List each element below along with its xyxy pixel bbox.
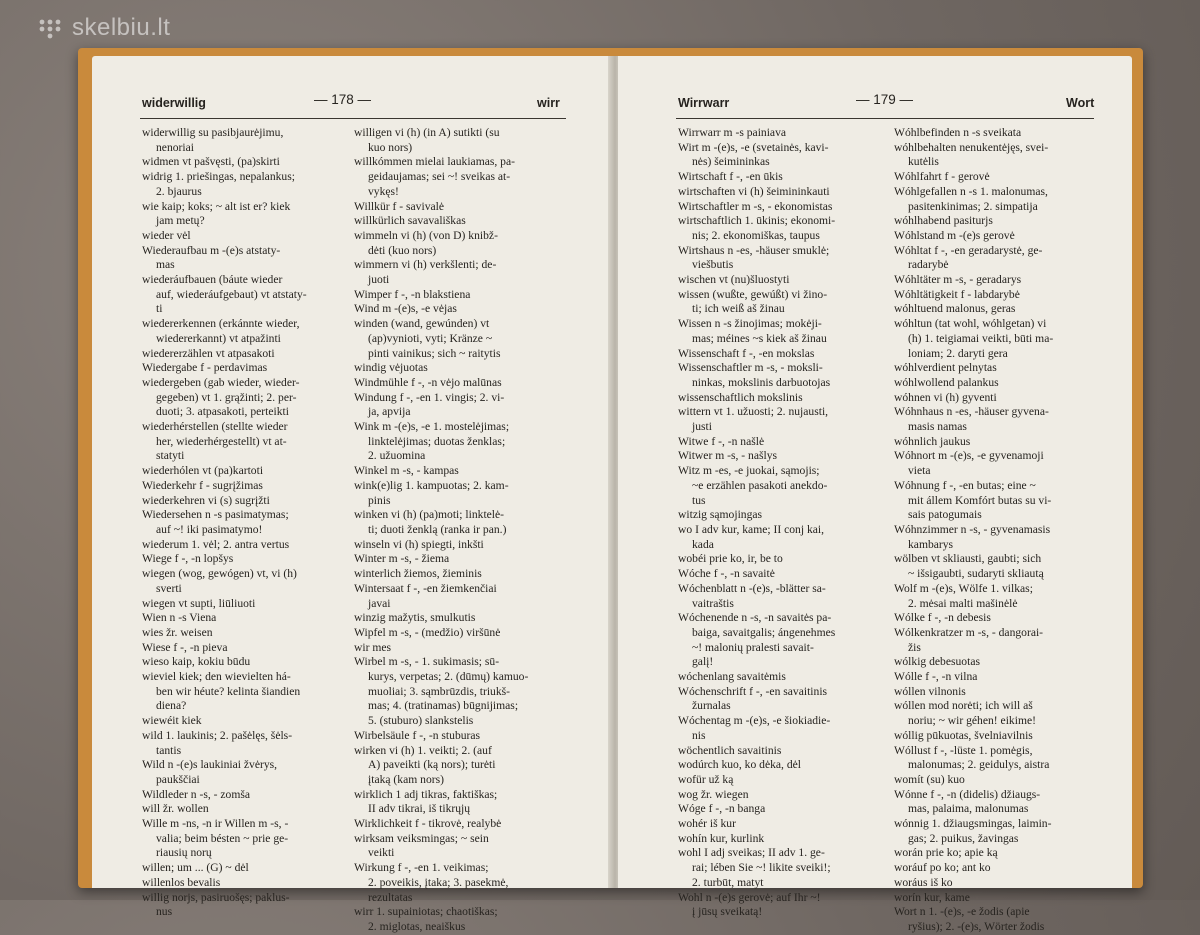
dictionary-entry: Witwe f -, -n našlė — [678, 434, 765, 448]
dictionary-entry: winken vi (h) (pa)moti; linktelė- — [354, 508, 505, 522]
left-page-number: — 178 — — [314, 92, 372, 107]
entry-continuation-line: 5. (stuburo) slankstelis — [368, 714, 474, 728]
dictionary-entry: willkómmen mielai laukiamas, pa- — [354, 155, 515, 169]
dictionary-entry: Wirt m -(e)s, -e (svetainės, kavi- — [678, 140, 829, 154]
dictionary-entry: Wóhnort m -(e)s, -e gyvenamoji — [894, 449, 1044, 463]
dictionary-entry: woráus iš ko — [894, 875, 953, 889]
dictionary-entry: wieso kaip, kokiu būdu — [142, 655, 251, 669]
entry-continuation-line: ben wir héute? kelinta šiandien — [156, 684, 301, 698]
left-page-header-word: widerwillig — [142, 96, 206, 110]
dictionary-entry: wöchentlich savaitinis — [678, 743, 782, 757]
entry-continuation-line: dėti (kuo nors) — [368, 243, 437, 257]
entry-continuation-line: į jūsų sveikatą! — [692, 905, 763, 919]
entry-continuation-line: įtaką (kam nors) — [368, 772, 444, 786]
entry-continuation-line: gegeben) vt 1. grąžinti; 2. per- — [156, 390, 297, 404]
dictionary-entry: Wóhlfahrt f - gerovė — [894, 170, 990, 184]
entry-continuation-line: rezultatas — [368, 890, 413, 904]
entry-continuation-line: muoliai; 3. sąmbrūzdis, triukš- — [368, 684, 511, 698]
entry-continuation-line: nis — [692, 728, 706, 742]
dictionary-entry: willen; um ... (G) ~ dėl — [142, 861, 249, 875]
entry-continuation-line: diena? — [156, 699, 187, 713]
entry-continuation-line: ti; duoti ženklą (ranka ir pan.) — [368, 522, 507, 536]
dictionary-entry: wólkig debesuotas — [894, 655, 980, 669]
dictionary-entry: Wólke f -, -n debesis — [894, 611, 991, 625]
entry-continuation-line: ti — [156, 302, 163, 316]
entry-continuation-line: ti; ich weiß aš žinau — [692, 302, 785, 316]
dictionary-entry: wo I adv kur, kame; II conj kai, — [678, 522, 825, 536]
dictionary-entry: wobéi prie ko, ir, be to — [678, 552, 783, 566]
dictionary-entry: Wóchenende n -s, -n savaitės pa- — [678, 611, 832, 625]
dictionary-entry: Wirtschaftler m -s, - ekonomistas — [678, 199, 833, 213]
dictionary-entry: Witz m -es, -e juokai, sąmojis; — [678, 464, 820, 478]
entry-continuation-line: mas, palaima, malonumas — [908, 802, 1029, 816]
entry-continuation-line: justi — [692, 420, 712, 434]
entry-continuation-line: vykęs! — [368, 184, 399, 198]
dictionary-entry: wirr 1. supainiotas; chaotiškas; — [354, 905, 498, 919]
entry-continuation-line: 2. mėsai malti mašinėlė — [908, 596, 1018, 610]
dictionary-entry: Wille m -ns, -n ir Willen m -s, - — [142, 817, 289, 831]
dictionary-entry: Wirbelsäule f -, -n stuburas — [354, 728, 481, 742]
dictionary-entry: wodúrch kuo, ko dėka, dėl — [678, 758, 801, 772]
dictionary-entry: Wóchenschrift f -, -en savaitinis — [678, 684, 828, 698]
dictionary-entry: windig vėjuotas — [354, 361, 428, 375]
entry-continuation-line: nenoriai — [156, 140, 194, 154]
dictionary-entry: wiedererzählen vt atpasakoti — [142, 346, 275, 360]
entry-continuation-line: mas; 4. (tratinamas) būgnijimas; — [368, 699, 519, 713]
entry-continuation-line: 2. bjaurus — [156, 184, 202, 198]
entry-continuation-line: II adv tikrai, iš tikrųjų — [368, 802, 471, 816]
dictionary-entry: Wirbel m -s, - 1. sukimasis; sū- — [354, 655, 500, 669]
dictionary-entry: wóllig pūkuotas, švelniavilnis — [894, 728, 1033, 742]
entry-continuation-line: duoti; 3. atpasakoti, perteikti — [156, 405, 289, 419]
entry-continuation-line: gas; 2. puikus, žavingas — [908, 831, 1019, 845]
entry-continuation-line: vaitraštis — [692, 596, 734, 610]
entry-continuation-line: radarybė — [908, 258, 949, 272]
entry-continuation-line: A) paveikti (ką nors); turėti — [368, 758, 496, 772]
dictionary-entry: widrig 1. priešingas, nepalankus; — [142, 170, 295, 184]
entry-continuation-line: masis namas — [908, 420, 967, 434]
entry-continuation-line: kutėlis — [908, 155, 939, 169]
dictionary-entry: wóhnlich jaukus — [894, 434, 971, 448]
dictionary-entry: Wipfel m -s, - (medžio) viršūnė — [354, 625, 501, 639]
dictionary-entry: winzig mažytis, smulkutis — [354, 611, 476, 625]
dictionary-entry: wie kaip; koks; ~ alt ist er? kiek — [142, 199, 291, 213]
dictionary-entry: wóhltuend malonus, geras — [894, 302, 1016, 316]
dictionary-entry: Wimper f -, -n blakstiena — [354, 287, 471, 301]
dictionary-entry: winseln vi (h) spiegti, inkšti — [354, 537, 484, 551]
site-watermark — [38, 14, 170, 42]
entry-continuation-line: noriu; ~ wir géhen! eikime! — [908, 714, 1036, 728]
entry-continuation-line: linktelėjimas; duotas ženklas; — [368, 434, 506, 448]
dictionary-entry: Wiedersehen n -s pasimatymas; — [142, 508, 289, 522]
watermark-text: skelbiu.lt — [72, 14, 171, 41]
dictionary-entry: wieviel kiek; den wievielten há- — [142, 670, 291, 684]
dictionary-entry: Wónne f -, -n (didelis) džiaugs- — [894, 787, 1041, 801]
entry-continuation-line: ninkas, mokslinis darbuotojas — [692, 375, 831, 389]
dictionary-entry: Witwer m -s, - našlys — [678, 449, 778, 463]
dictionary-entry: wiedergeben (gab wieder, wieder- — [142, 375, 300, 389]
dictionary-entry: wittern vt 1. užuosti; 2. nujausti, — [678, 405, 829, 419]
entry-continuation-line: valia; beim bésten ~ prie ge- — [156, 831, 289, 845]
right-page-header-last-word: Wort — [1066, 96, 1095, 110]
entry-continuation-line: viešbutis — [692, 258, 734, 272]
open-dictionary-book — [78, 48, 1143, 933]
dictionary-entry: Windmühle f -, -n vėjo malūnas — [354, 375, 502, 389]
dictionary-entry: Wintersaat f -, -en žiemkenčiai — [354, 581, 497, 595]
dictionary-entry: wohl I adj sveikas; II adv 1. ge- — [678, 846, 825, 860]
dictionary-entry: wiegen (wog, gewógen) vt, vi (h) — [142, 567, 297, 581]
dictionary-entry: willenlos bevalis — [142, 875, 221, 889]
dictionary-entry: wóchenlang savaitėmis — [678, 670, 786, 684]
dictionary-entry: Wólkenkratzer m -s, - dangorai- — [894, 625, 1044, 639]
entry-continuation-line: jam metų? — [156, 214, 205, 228]
dictionary-entry: wóhlbehalten nenukentėjęs, svei- — [894, 140, 1049, 154]
dictionary-entry: wóhnen vi (h) gyventi — [894, 390, 997, 404]
dictionary-entry: wohér iš kur — [678, 817, 736, 831]
dictionary-entry: wiedererkennen (erkánnte wieder, — [142, 317, 300, 331]
dictionary-entry: Wirtshaus n -es, -häuser smuklė; — [678, 243, 830, 257]
right-page — [618, 56, 1132, 933]
dictionary-entry: wischen vt (nu)šluostyti — [678, 273, 790, 287]
entry-continuation-line: mas — [156, 258, 175, 272]
left-page-column-2 — [354, 126, 568, 935]
entry-continuation-line: (h) 1. teigiamai veikti, būti ma- — [908, 331, 1054, 345]
entry-continuation-line: juoti — [368, 273, 390, 287]
dictionary-entry: will žr. wollen — [142, 802, 209, 816]
dictionary-entry: Wissen n -s žinojimas; mokėji- — [678, 317, 822, 331]
dictionary-entry: winden (wand, gewúnden) vt — [354, 317, 490, 331]
dictionary-entry: Winkel m -s, - kampas — [354, 464, 459, 478]
dictionary-entry: Wóhlbefinden n -s sveikata — [894, 126, 1022, 139]
entry-continuation-line: geidaujamas; sei ~! sveikas at- — [368, 170, 511, 184]
dictionary-entry: wóhlhabend pasiturjs — [894, 214, 993, 228]
dictionary-entry: Wóllust f -, -lüste 1. pomėgis, — [894, 743, 1033, 757]
dictionary-entry: wiederum 1. vėl; 2. antra vertus — [142, 537, 290, 551]
dictionary-entry: wild 1. laukinis; 2. pašėlęs, šėls- — [142, 728, 293, 742]
dictionary-entry: Wiederkehr f - sugrįžimas — [142, 478, 263, 492]
entry-continuation-line: pinis — [368, 493, 391, 507]
dictionary-entry: wirklich 1 adj tikras, faktiškas; — [354, 787, 498, 801]
dictionary-entry: wir mes — [354, 640, 392, 654]
dictionary-entry: wiederhólen vt (pa)kartoti — [142, 464, 264, 478]
dictionary-entry: Wóge f -, -n banga — [678, 802, 766, 816]
dictionary-entry: Wiedergabe f - perdavimas — [142, 361, 268, 375]
dictionary-entry: widmen vt pašvęsti, (pa)skirti — [142, 155, 280, 169]
dictionary-entry: worán prie ko; apie ką — [894, 846, 998, 860]
dictionary-entry: Winter m -s, - žiema — [354, 552, 450, 566]
dictionary-entry: Wiederaufbau m -(e)s atstaty- — [142, 243, 281, 257]
dictionary-entry: wohín kur, kurlink — [678, 831, 765, 845]
dictionary-entry: wimmeln vi (h) (von D) knibž- — [354, 228, 498, 242]
entry-continuation-line: mit állem Komfórt butas su vi- — [908, 493, 1052, 507]
dictionary-entry: wies žr. weisen — [142, 625, 213, 639]
dictionary-entry: willkürlich savavališkas — [354, 214, 466, 228]
dictionary-entry: Wiese f -, -n pieva — [142, 640, 228, 654]
entry-continuation-line: (ap)vynioti, vyti; Kränze ~ — [368, 331, 493, 345]
entry-continuation-line: her, wiederhérgestellt) vt at- — [156, 434, 287, 448]
dictionary-entry: Wóhltäter m -s, - geradarys — [894, 273, 1022, 287]
entry-continuation-line: galį! — [692, 655, 714, 669]
dictionary-entry: woráuf po ko; ant ko — [894, 861, 991, 875]
entry-continuation-line: žis — [908, 640, 921, 654]
entry-continuation-line: žurnalas — [692, 699, 731, 713]
entry-continuation-line: 2. poveikis, įtaka; 3. pasekmė, — [368, 875, 509, 889]
dictionary-entry: wóllen mod norėti; ich will aš — [894, 699, 1033, 713]
dictionary-entry: wóhltun (tat wohl, wóhlgetan) vi — [894, 317, 1047, 331]
dictionary-entry: Wóhlstand m -(e)s gerovė — [894, 228, 1015, 242]
entry-continuation-line: mas; méines ~s kiek aš žinau — [692, 331, 827, 345]
dictionary-entry: Wildleder n -s, - zomša — [142, 787, 251, 801]
entry-continuation-line: javai — [368, 596, 391, 610]
entry-continuation-line: vieta — [908, 464, 931, 478]
entry-continuation-line: ryšius); 2. -(e)s, Wörter žodis — [908, 919, 1045, 933]
dictionary-entry: Wirklichkeit f - tikrovė, realybė — [354, 817, 502, 831]
dictionary-entry: Wolf m -(e)s, Wölfe 1. vilkas; — [894, 581, 1033, 595]
dictionary-entry: wirksam veiksmingas; ~ sein — [354, 831, 489, 845]
dictionary-entry: widerwillig su pasibjaurėjimu, — [142, 126, 284, 139]
dictionary-entry: Wiege f -, -n lopšys — [142, 552, 234, 566]
right-page-column-2 — [894, 126, 1098, 935]
entry-continuation-line: kambarys — [908, 537, 954, 551]
entry-continuation-line: riausių norų — [156, 846, 212, 860]
entry-continuation-line: sais patogumais — [908, 508, 982, 522]
entry-continuation-line: wiedererkannt) vt atpažinti — [156, 331, 281, 345]
dictionary-entry: Wólle f -, -n vilna — [894, 670, 978, 684]
dictionary-entry: Wild n -(e)s laukiniai žvėrys, — [142, 758, 278, 772]
dictionary-entry: Wóhlgefallen n -s 1. malonumas, — [894, 184, 1048, 198]
entry-continuation-line: nus — [156, 905, 173, 919]
entry-continuation-line: ja, apvija — [368, 405, 411, 419]
dictionary-entry: Wóhnhaus n -es, -häuser gyvena- — [894, 405, 1049, 419]
entry-continuation-line: tus — [692, 493, 706, 507]
dictionary-entry: wóhlwollend palankus — [894, 375, 999, 389]
entry-continuation-line: kada — [692, 537, 714, 551]
entry-continuation-line: baiga, savaitgalis; ángenehmes — [692, 625, 836, 639]
entry-continuation-line: tantis — [156, 743, 182, 757]
dictionary-entry: wofür už ką — [678, 772, 734, 786]
dictionary-entry: Wóhnzimmer n -s, - gyvenamasis — [894, 522, 1051, 536]
dictionary-entry: wissen (wußte, gewúßt) vi žino- — [678, 287, 828, 301]
dictionary-entry: Wóhltat f -, -en geradarystė, ge- — [894, 243, 1043, 257]
dictionary-entry: Wóhltätigkeit f - labdarybė — [894, 287, 1020, 301]
entry-continuation-line: nės) šeimininkas — [692, 155, 770, 169]
dictionary-entry: wiederáufbauen (báute wieder — [142, 273, 283, 287]
dictionary-entry: Wohl n -(e)s gerovė; auf Ihr ~! — [678, 890, 821, 904]
dictionary-entry: winterlich žiemos, žieminis — [354, 567, 482, 581]
dictionary-entry: Wóche f -, -n savaitė — [678, 567, 775, 581]
dictionary-entry: wink(e)lig 1. kampuotas; 2. kam- — [354, 478, 509, 492]
left-page-column-1 — [142, 126, 344, 920]
entry-continuation-line: malonumas; 2. geidulys, aistra — [908, 758, 1050, 772]
right-page-number: — 179 — — [856, 92, 914, 107]
dictionary-entry: Wien n -s Viena — [142, 611, 217, 625]
dictionary-entry: wieder vėl — [142, 228, 191, 242]
entry-continuation-line: loniam; 2. daryti gera — [908, 346, 1008, 360]
right-page-column-1 — [678, 126, 886, 920]
dictionary-entry: womít (su) kuo — [894, 772, 965, 786]
right-header-rule — [676, 118, 1094, 119]
dictionary-entry: worín kur, kame — [894, 890, 970, 904]
dictionary-entry: wiegen vt supti, liūliuoti — [142, 596, 256, 610]
dictionary-entry: wirtschaften vi (h) šeimininkauti — [678, 184, 830, 198]
watermark-dots-icon — [38, 17, 68, 39]
entry-continuation-line: ~ išsigaubti, sudaryti skliautą — [908, 567, 1044, 581]
dictionary-entry: Windung f -, -en 1. vingis; 2. vi- — [354, 390, 505, 404]
dictionary-entry: wimmern vi (h) verkšlenti; de- — [354, 258, 497, 272]
dictionary-entry: Wóchentag m -(e)s, -e šiokiadie- — [678, 714, 831, 728]
dictionary-entry: Wissenschaftler m -s, - moksli- — [678, 361, 823, 375]
dictionary-entry: wölben vt skliausti, gaubti; sich — [894, 552, 1042, 566]
dictionary-entry: Wort n 1. -(e)s, -e žodis (apie — [894, 905, 1030, 919]
dictionary-entry: willig norjs, pasiruošęs; paklus- — [142, 890, 290, 904]
dictionary-entry: wog žr. wiegen — [678, 787, 749, 801]
dictionary-entry: wiederhérstellen (stellte wieder — [142, 420, 288, 434]
dictionary-entry: Wirkung f -, -en 1. veikimas; — [354, 861, 489, 875]
dictionary-entry: wirtschaftlich 1. ūkinis; ekonomi- — [678, 214, 836, 228]
dictionary-entry: Wink m -(e)s, -e 1. mostelėjimas; — [354, 420, 510, 434]
entry-continuation-line: veikti — [368, 846, 395, 860]
left-page-header-last-word: wirr — [537, 96, 560, 110]
entry-continuation-line: 2. turbūt, matyt — [692, 875, 764, 889]
entry-continuation-line: ~! malonių pralesti savait- — [692, 640, 814, 654]
entry-continuation-line: rai; lében Sie ~! likite sveiki!; — [692, 861, 831, 875]
entry-continuation-line: pinti vainikus; sich ~ raitytis — [368, 346, 501, 360]
entry-continuation-line: sverti — [156, 581, 182, 595]
dictionary-entry: wónnig 1. džiaugsmingas, laimin- — [894, 817, 1052, 831]
dictionary-entry: wiederkehren vi (s) sugrįžti — [142, 493, 270, 507]
dictionary-entry: Wissenschaft f -, -en mokslas — [678, 346, 815, 360]
left-header-rule — [140, 118, 566, 119]
entry-continuation-line: 2. užuomina — [368, 449, 426, 463]
dictionary-entry: Wirtschaft f -, -en ūkis — [678, 170, 783, 184]
left-page — [92, 56, 610, 933]
dictionary-entry: wiewéit kiek — [142, 714, 202, 728]
dictionary-entry: Willkür f - savivalė — [354, 199, 444, 213]
entry-continuation-line: kurys, verpetas; 2. (dūmų) kamuo- — [368, 670, 529, 684]
dictionary-entry: witzig sąmojingas — [678, 508, 763, 522]
dictionary-entry: wissenschaftlich mokslinis — [678, 390, 803, 404]
right-page-header-word: Wirrwarr — [678, 96, 730, 110]
dictionary-entry: Wóchenblatt n -(e)s, -blätter sa- — [678, 581, 826, 595]
entry-continuation-line: statyti — [156, 449, 185, 463]
dictionary-entry: wóhlverdient pelnytas — [894, 361, 997, 375]
dictionary-entry: Wóhnung f -, -en butas; eine ~ — [894, 478, 1036, 492]
dictionary-entry: Wind m -(e)s, -e vėjas — [354, 302, 457, 316]
entry-continuation-line: auf, wiederáufgebaut) vt atstaty- — [156, 287, 307, 301]
dictionary-entry: Wirrwarr m -s painiava — [678, 126, 787, 139]
entry-continuation-line: kuo nors) — [368, 140, 413, 154]
dictionary-entry: wirken vi (h) 1. veikti; 2. (auf — [354, 743, 492, 757]
entry-continuation-line: paukščiai — [156, 772, 200, 786]
entry-continuation-line: 2. miglotas, neaiškus — [368, 919, 466, 933]
entry-continuation-line: ~e erzählen pasakoti anekdo- — [692, 478, 828, 492]
dictionary-entry: willigen vi (h) (in A) sutikti (su — [354, 126, 500, 139]
entry-continuation-line: auf ~! iki pasimatymo! — [156, 522, 263, 536]
entry-continuation-line: nis; 2. ekonomiškas, taupus — [692, 228, 820, 242]
dictionary-entry: wóllen vilnonis — [894, 684, 966, 698]
entry-continuation-line: pasitenkinimas; 2. simpatija — [908, 199, 1038, 213]
